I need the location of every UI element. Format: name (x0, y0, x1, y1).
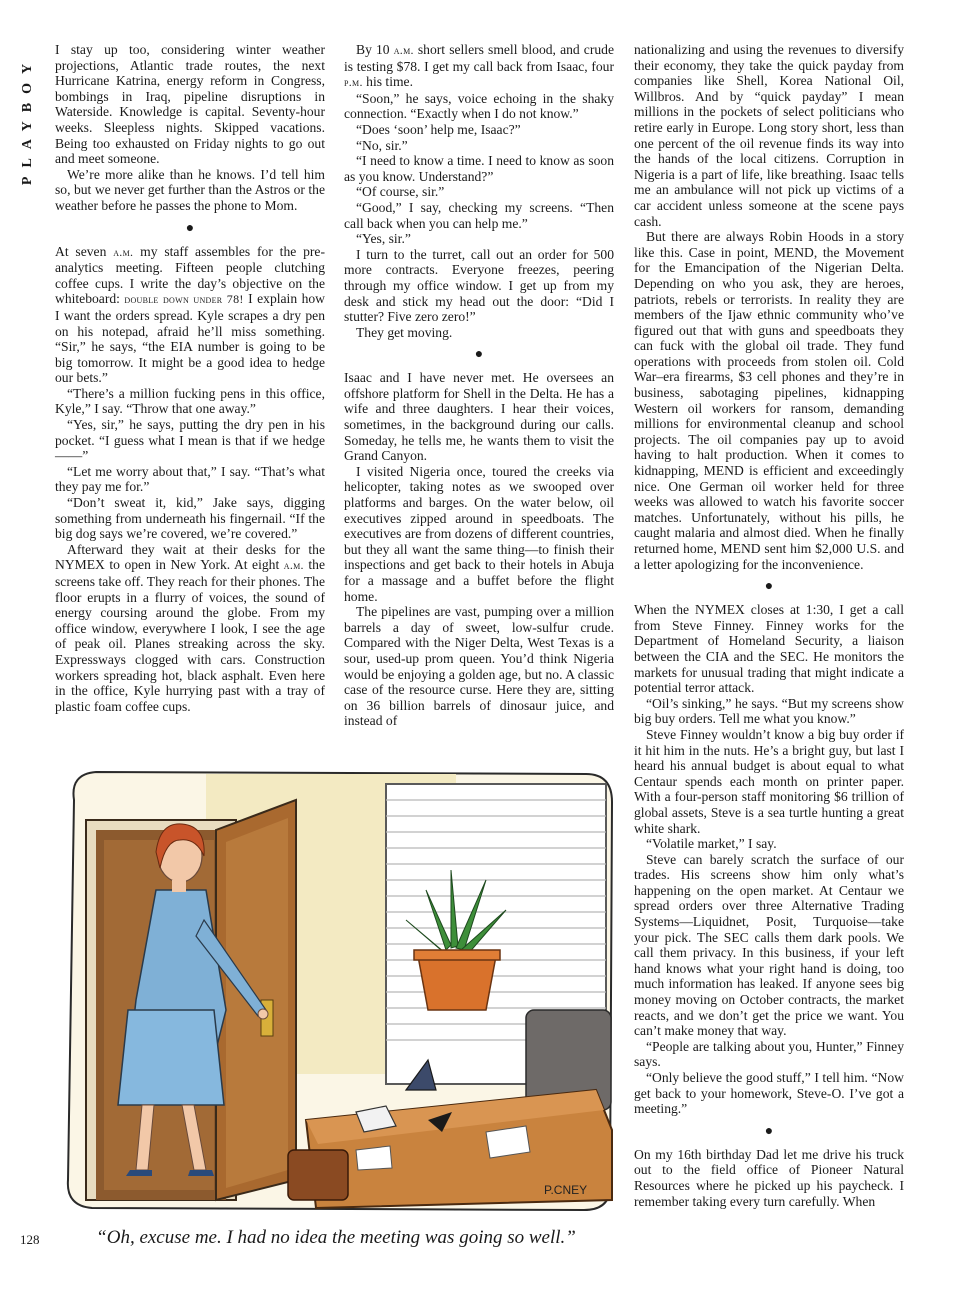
paragraph: By 10 a.m. short sellers smell blood, and crude is testing $78. I get my call back from Isaac, four p.m. his time. (344, 42, 614, 90)
paragraph: Afterward they wait at their desks for the NYMEX to open in New York. At eight a.m. the screens take off. They reach for their phones. The floor erupts in a flurry of voices, the sound of energy coursing around the globe. From my office window, everywhere I look, I see the age of peak oil. Planes streaking across the sky. Expressways clogged with cars. Construction workers spreading hot, black asphalt. Even here in the office, Kyle hurrying past with a tray of plastic foam coffee cups. (55, 541, 325, 714)
paragraph: “Oil’s sinking,” he says. “But my screens show big buy orders. Tell me what you know.” (634, 695, 904, 727)
paragraph: I stay up too, considering winter weather projections, Atlantic trade routes, the next Hurricane Katrina, energy reform in Congress, bombings in Iraq, pipeline disruptions in Waterside. Knowledge is capital. Seventy-hour weeks. Sleepless nights. Skipped vacations. Being too exhausted on Friday nights to go out and meet someone. (55, 42, 325, 167)
section-break-bullet: ● (185, 220, 195, 236)
paragraph: Isaac and I have never met. He oversees an offshore platform for Shell in the Delta. He has a wife and three daughters. I hear their voices, sometimes, in the background during our calls. Someday, he tells me, he wants them to visit the Grand Canyon. (344, 370, 614, 464)
paragraph: They get moving. (356, 324, 453, 340)
paragraph: Steve Finney wouldn’t know a big buy order if it hit him in the nuts. He’s a bright guy, but last I heard his annual budget is about equal to what Centaur spends each month on printer paper. With a four-person staff monitoring $6 trillion of global assets, Steve is a sea turtle hunting a great white shark. (634, 726, 904, 836)
cartoon-illustration (56, 760, 618, 1214)
paragraph: “Yes, sir,” he says, putting the dry pen in his pocket. “I guess what I mean is that if we hedge——” (55, 417, 325, 464)
paragraph: “Soon,” he says, voice echoing in the shaky connection. “Exactly when I do not know.” (344, 90, 614, 122)
cartoon-signature: P.CNEY (544, 1183, 588, 1197)
paragraph: “Does ‘soon’ help me, Isaac?” (356, 121, 521, 137)
paragraph: Steve can barely scratch the surface of our trades. His screens show him only what’s happening on the open market. At Centaur we spread orders over three Alternative Trading Systems—Liquidnet, Posit, Turquoise—take your pick. The SEC calls them dark pools. We call them privacy. In this business, if your left hand knows what your right hand is doing, too much information has leaked. If anyone sees big money moving on October contracts, the market reacts, and we don’t get the price we want. You can’t make money that way. (634, 851, 904, 1039)
paragraph: I turn to the turret, call out an order for 500 more contracts. Everyone freezes, peering through my office window. I get up from my desk and stick my head out the door: “Did I stutter? Five zero zero!” (344, 246, 614, 325)
paragraph: But there are always Robin Hoods in a story like this. Case in point, MEND, the Movement for the Emancipation of the Nigerian Delta. Depending on who you ask, they are heroes, patriots, rebels or terrorists. In reality they are members of the Ijaw ethnic community who’ve figured out that with guns and speedboats they can fuck with the global oil trade. They fund operations with proceeds from stolen oil. Cold War–era firearms, $3 cell phones and they’re in business, sabotaging pipelines, kidnapping Western oil workers for ransom, demanding millions for environmental cleanup and school projects. The oil companies pay up to avoid having to halt production. When it comes to kidnapping, MEND is efficient and exceedingly nice. One German oil worker held for three weeks was allowed to watch his favorite soccer matches. Unfortunately, without his pills, he caught malaria and almost died. When he finally returned home, MEND sent him $2,000 U.S. and a letter apologizing for the inconvenience. (634, 229, 904, 572)
paragraph: I visited Nigeria once, toured the creeks via helicopter, taking notes as we swooped over platforms and barges. On the water below, oil executives zipped around in speedboats. The executives are from dozens of different countries, but they all want the same thing—to finish their inspections and get back to their hotels in Abuja for a massage and a buffet before the flight home. (344, 463, 614, 604)
paragraph: When the NYMEX closes at 1:30, I get a call from Steve Finney. Finney works for the Department of Homeland Security, a liaison between the CIA and the SEC. He monitors the markets for unusual trading that might indicate a potential terror attack. (634, 602, 904, 696)
paragraph: On my 16th birthday Dad let me drive his truck out to the field office of Pioneer Natural Resources where he picked up his paycheck. I remember taking every turn carefully. When (634, 1146, 904, 1209)
text-column-1 (55, 42, 325, 714)
paragraph: “Volatile market,” I say. (646, 836, 777, 852)
text-column-3 (634, 42, 904, 1209)
paragraph: “I need to know a time. I need to know as soon as you know. Understand?” (344, 153, 614, 184)
page-number: 128 (20, 1232, 40, 1247)
paragraph: The pipelines are vast, pumping over a million barrels a day of sweet, low-sulfur crude. Compared with the Niger Delta, West Texas is a sour, used-up prom queen. You’d think Nigeria would be enjoying a golden age, but no. A classic case of the resource curse. Here they are, sitting on 36 billion barrels of dinosaur juice, and instead of (344, 604, 614, 729)
paragraph: We’re more alike than he knows. I’d tell him so, but we never get further than the Astros or the weather before he passes the phone to Mom. (55, 166, 325, 213)
cartoon-caption: “Oh, excuse me. I had no idea the meeting was going so well.” (96, 1227, 576, 1248)
paragraph: “People are talking about you, Hunter,” Finney says. (634, 1038, 904, 1070)
section-break-bullet: ● (764, 579, 774, 595)
paragraph: At seven a.m. my staff assembles for the pre-analytics meeting. Fifteen people clutching coffee cups. I write the day’s objective on the whiteboard: double down under 78! I explain how I want the orders spread. Kyle scrapes a dry pen on his notepad, afraid he’ll miss something. “Sir,” he says, “the EIA number is going to be big tomorrow. It might be a good idea to hedge our bets.” (55, 243, 325, 386)
section-break-bullet: ● (474, 347, 484, 363)
paragraph: “Good,” I say, checking my screens. “Then call back when you can help me.” (344, 199, 614, 231)
masthead-text: PLAYBOY (20, 54, 35, 186)
paragraph: “Only believe the good stuff,” I tell him. “Now get back to your homework, Steve-O. I’ve got a meeting.” (634, 1070, 904, 1117)
paragraph: “No, sir.” (356, 137, 408, 153)
section-break-bullet: ● (764, 1123, 774, 1139)
paragraph: “Of course, sir.” (356, 184, 445, 200)
paragraph: nationalizing and using the revenues to diversify their economy, they take the quick payday from companies like Shell, Korea National Oil, Willbros. And by “quick payday” I mean millions in the pockets of select politicians who retire early in Europe. Long story short, less than one percent of the oil revenue finds its way into the hands of the local citizens. Corruption in Nigeria is a part of life, like breathing. Isaac tells me an ambulance will not pick up victims of a car accident unless someone at the scene pays cash. (634, 42, 904, 229)
text-column-2 (344, 42, 614, 729)
paragraph: “Let me worry about that,” I say. “That’s what they pay me for.” (55, 463, 325, 495)
masthead (8, 40, 48, 200)
paragraph: “Yes, sir.” (356, 231, 411, 247)
paragraph: “Don’t sweat it, kid,” Jake says, digging something from underneath his fingernail. “If the big dog says we’re covered, we’re covered.” (55, 495, 325, 542)
paragraph: “There’s a million fucking pens in this office, Kyle,” I say. “Throw that one away.” (55, 385, 325, 417)
